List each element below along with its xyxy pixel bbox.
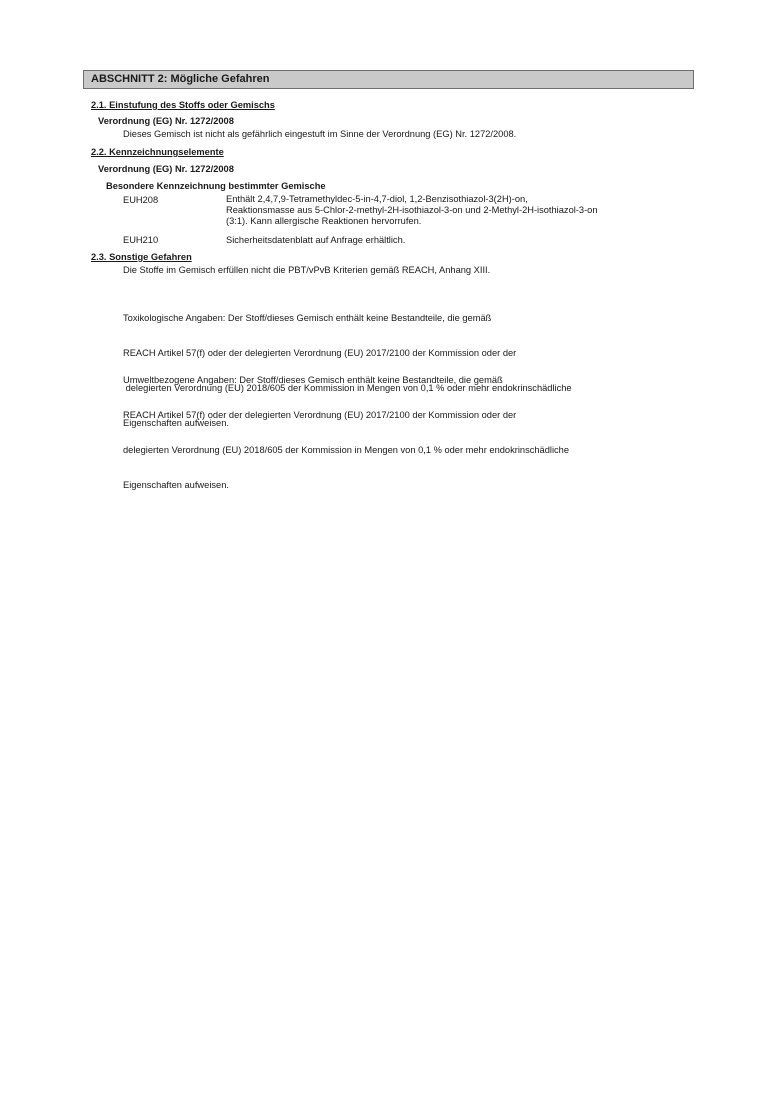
paragraph-line: Umweltbezogene Angaben: Der Stoff/dieses Gemisch enthält keine Bestandteile, die gemäß [123, 375, 503, 386]
euh208-code: EUH208 [123, 195, 159, 205]
regulation-label-2-2: Verordnung (EG) Nr. 1272/2008 [98, 164, 234, 174]
paragraph-line: REACH Artikel 57(f) oder der delegierten Verordnung (EU) 2017/2100 der Kommission oder der [123, 409, 517, 420]
section-title: ABSCHNITT 2: Mögliche Gefahren [83, 70, 694, 89]
heading-2-1: 2.1. Einstufung des Stoffs oder Gemischs [91, 100, 275, 110]
special-labelling-heading: Besondere Kennzeichnung bestimmter Gemische [106, 181, 326, 191]
heading-2-2: 2.2. Kennzeichnungselemente [91, 147, 224, 157]
paragraph-line: Eigenschaften aufweisen. [123, 417, 229, 428]
euh208-text [226, 194, 666, 228]
euh208-line: Reaktionsmasse aus 5-Chlor-2-methyl-2H-isothiazol-3-on und 2-Methyl-2H-isothiazol-3-on [226, 205, 598, 216]
environmental-paragraph [123, 352, 569, 514]
paragraph-line: Toxikologische Angaben: Der Stoff/dieses Gemisch enthält keine Bestandteile, die gemäß [123, 313, 492, 324]
euh210-code: EUH210 [123, 235, 159, 245]
classification-text: Dieses Gemisch ist nicht als gefährlich eingestuft im Sinne der Verordnung (EG) Nr. 1272/2008. [123, 129, 517, 139]
heading-2-3: 2.3. Sonstige Gefahren [91, 252, 192, 262]
euh210-text: Sicherheitsdatenblatt auf Anfrage erhältlich. [226, 235, 406, 245]
regulation-label-2-1: Verordnung (EG) Nr. 1272/2008 [98, 116, 234, 126]
paragraph-line: delegierten Verordnung (EU) 2018/605 der Kommission in Mengen von 0,1 % oder mehr endokrinschädliche [123, 444, 569, 455]
paragraph-line: REACH Artikel 57(f) oder der delegierten Verordnung (EU) 2017/2100 der Kommission oder der [123, 347, 517, 358]
euh208-line: (3:1). Kann allergische Reaktionen hervorrufen. [226, 216, 422, 227]
euh208-line: Enthält 2,4,7,9-Tetramethyldec-5-in-4,7-diol, 1,2-Benzisothiazol-3(2H)-on, [226, 194, 528, 204]
paragraph-line: delegierten Verordnung (EU) 2018/605 der Kommission in Mengen von 0,1 % oder mehr endokrinschädliche [123, 382, 572, 393]
paragraph-line: Eigenschaften aufweisen. [123, 479, 229, 490]
pbt-text: Die Stoffe im Gemisch erfüllen nicht die PBT/vPvB Kriterien gemäß REACH, Anhang XIII. [123, 265, 491, 275]
